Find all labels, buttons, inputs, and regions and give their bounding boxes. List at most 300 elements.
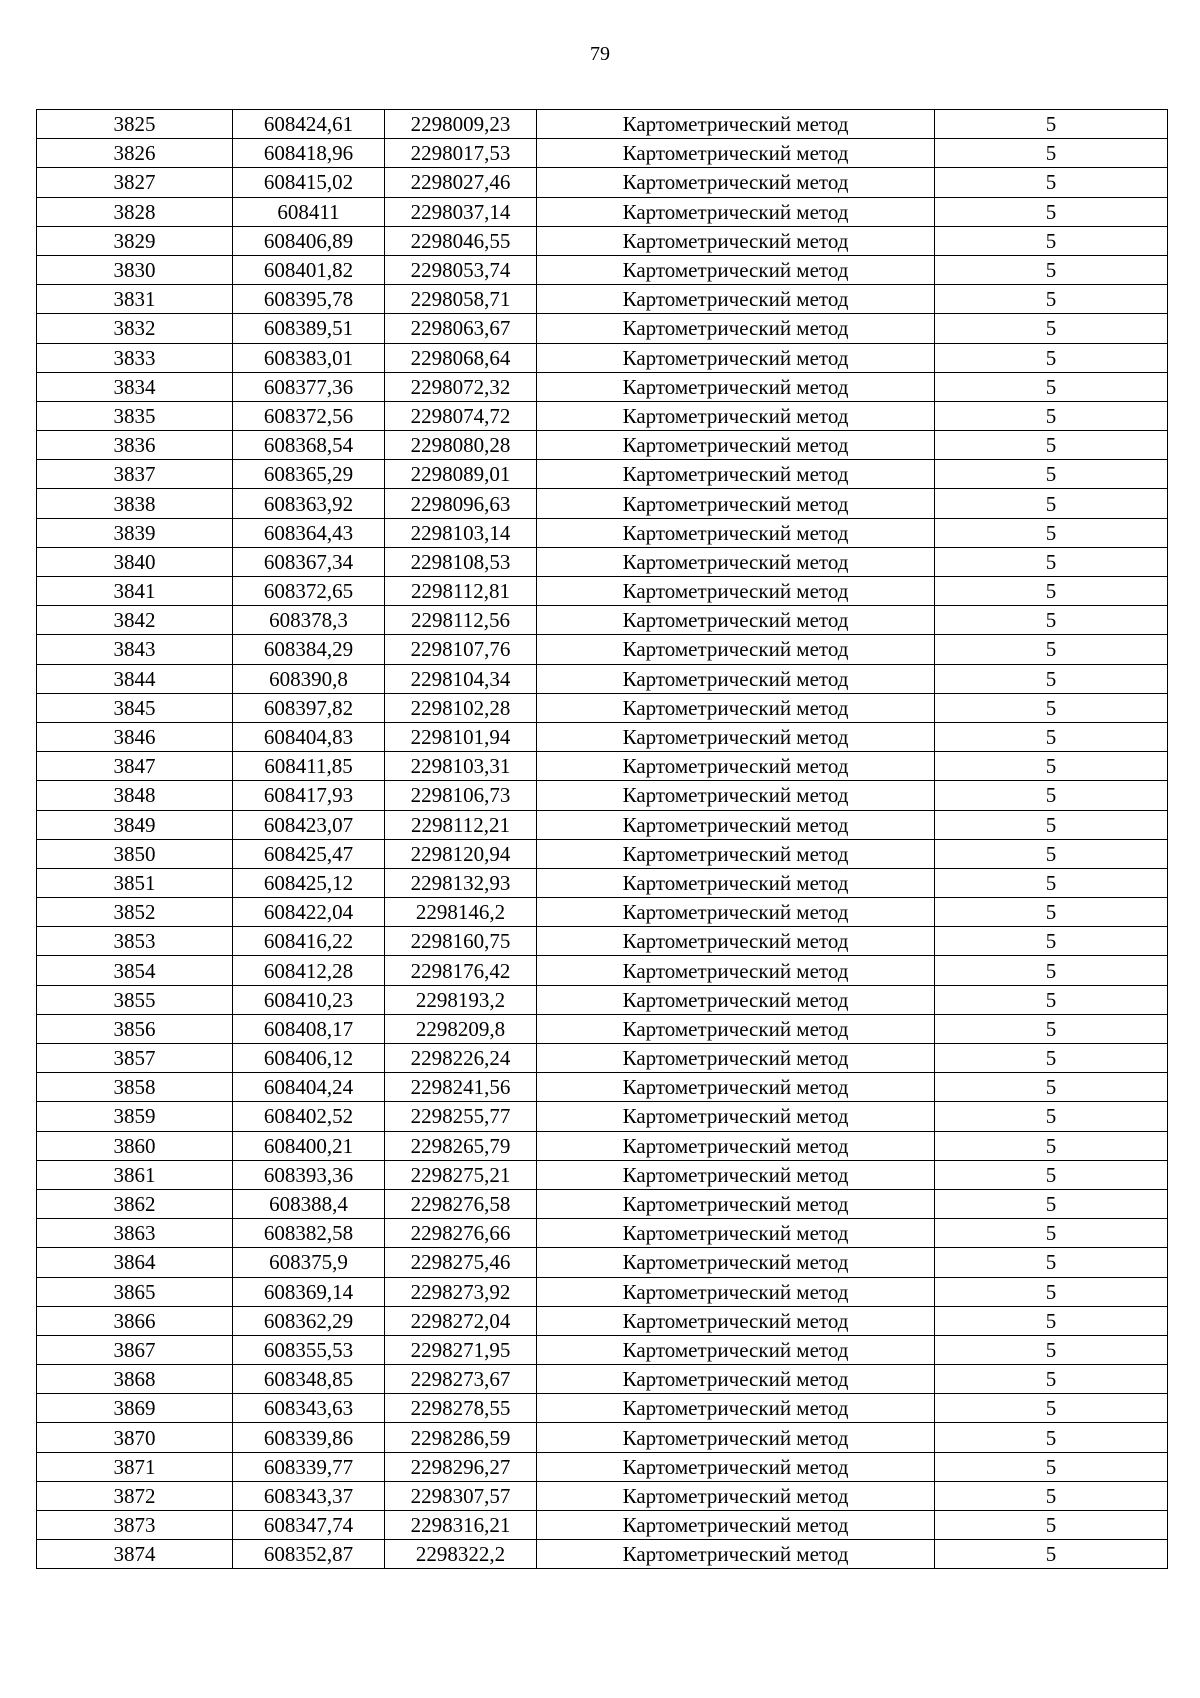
x-coordinate-cell: 608365,29 — [233, 460, 385, 489]
method-cell: Картометрический метод — [537, 1394, 935, 1423]
method-cell: Картометрический метод — [537, 839, 935, 868]
y-coordinate-cell: 2298068,64 — [385, 343, 537, 372]
table-row — [37, 577, 1168, 606]
table-row — [37, 460, 1168, 489]
accuracy-cell: 5 — [935, 372, 1168, 401]
point-number-cell: 3829 — [37, 226, 233, 255]
coordinates-table — [36, 109, 1168, 1569]
page-number: 79 — [590, 43, 610, 65]
accuracy-cell: 5 — [935, 226, 1168, 255]
point-number-cell: 3869 — [37, 1394, 233, 1423]
y-coordinate-cell: 2298265,79 — [385, 1131, 537, 1160]
table-row — [37, 1219, 1168, 1248]
accuracy-cell: 5 — [935, 547, 1168, 576]
table-row — [37, 606, 1168, 635]
x-coordinate-cell: 608425,12 — [233, 868, 385, 897]
point-number-cell: 3866 — [37, 1306, 233, 1335]
table-row — [37, 1044, 1168, 1073]
method-cell: Картометрический метод — [537, 752, 935, 781]
y-coordinate-cell: 2298101,94 — [385, 722, 537, 751]
accuracy-cell: 5 — [935, 489, 1168, 518]
accuracy-cell: 5 — [935, 1365, 1168, 1394]
table-row — [37, 927, 1168, 956]
point-number-cell: 3864 — [37, 1248, 233, 1277]
accuracy-cell: 5 — [935, 1511, 1168, 1540]
x-coordinate-cell: 608375,9 — [233, 1248, 385, 1277]
y-coordinate-cell: 2298132,93 — [385, 868, 537, 897]
x-coordinate-cell: 608401,82 — [233, 255, 385, 284]
accuracy-cell: 5 — [935, 693, 1168, 722]
y-coordinate-cell: 2298271,95 — [385, 1335, 537, 1364]
accuracy-cell: 5 — [935, 431, 1168, 460]
x-coordinate-cell: 608423,07 — [233, 810, 385, 839]
point-number-cell: 3842 — [37, 606, 233, 635]
method-cell: Картометрический метод — [537, 1511, 935, 1540]
x-coordinate-cell: 608416,22 — [233, 927, 385, 956]
table-row — [37, 752, 1168, 781]
x-coordinate-cell: 608372,65 — [233, 577, 385, 606]
method-cell: Картометрический метод — [537, 255, 935, 284]
table-row — [37, 285, 1168, 314]
method-cell: Картометрический метод — [537, 606, 935, 635]
table-row — [37, 1306, 1168, 1335]
accuracy-cell: 5 — [935, 314, 1168, 343]
point-number-cell: 3839 — [37, 518, 233, 547]
point-number-cell: 3872 — [37, 1481, 233, 1510]
method-cell: Картометрический метод — [537, 781, 935, 810]
method-cell: Картометрический метод — [537, 1248, 935, 1277]
accuracy-cell: 5 — [935, 664, 1168, 693]
y-coordinate-cell: 2298273,92 — [385, 1277, 537, 1306]
table-row — [37, 1394, 1168, 1423]
method-cell: Картометрический метод — [537, 460, 935, 489]
point-number-cell: 3861 — [37, 1160, 233, 1189]
accuracy-cell: 5 — [935, 781, 1168, 810]
table-row — [37, 547, 1168, 576]
x-coordinate-cell: 608390,8 — [233, 664, 385, 693]
accuracy-cell: 5 — [935, 1277, 1168, 1306]
y-coordinate-cell: 2298112,81 — [385, 577, 537, 606]
x-coordinate-cell: 608383,01 — [233, 343, 385, 372]
y-coordinate-cell: 2298146,2 — [385, 898, 537, 927]
table-row — [37, 839, 1168, 868]
x-coordinate-cell: 608388,4 — [233, 1189, 385, 1218]
point-number-cell: 3847 — [37, 752, 233, 781]
table-row — [37, 781, 1168, 810]
method-cell: Картометрический метод — [537, 693, 935, 722]
method-cell: Картометрический метод — [537, 810, 935, 839]
x-coordinate-cell: 608404,24 — [233, 1073, 385, 1102]
x-coordinate-cell: 608395,78 — [233, 285, 385, 314]
y-coordinate-cell: 2298276,66 — [385, 1219, 537, 1248]
method-cell: Картометрический метод — [537, 635, 935, 664]
x-coordinate-cell: 608343,63 — [233, 1394, 385, 1423]
x-coordinate-cell: 608397,82 — [233, 693, 385, 722]
x-coordinate-cell: 608411,85 — [233, 752, 385, 781]
accuracy-cell: 5 — [935, 139, 1168, 168]
accuracy-cell: 5 — [935, 956, 1168, 985]
y-coordinate-cell: 2298107,76 — [385, 635, 537, 664]
method-cell: Картометрический метод — [537, 722, 935, 751]
y-coordinate-cell: 2298046,55 — [385, 226, 537, 255]
accuracy-cell: 5 — [935, 518, 1168, 547]
method-cell: Картометрический метод — [537, 1452, 935, 1481]
point-number-cell: 3871 — [37, 1452, 233, 1481]
point-number-cell: 3857 — [37, 1044, 233, 1073]
point-number-cell: 3859 — [37, 1102, 233, 1131]
y-coordinate-cell: 2298009,23 — [385, 110, 537, 139]
point-number-cell: 3850 — [37, 839, 233, 868]
table-row — [37, 1511, 1168, 1540]
table-row — [37, 1189, 1168, 1218]
x-coordinate-cell: 608418,96 — [233, 139, 385, 168]
x-coordinate-cell: 608368,54 — [233, 431, 385, 460]
accuracy-cell: 5 — [935, 868, 1168, 897]
point-number-cell: 3870 — [37, 1423, 233, 1452]
table-row — [37, 343, 1168, 372]
x-coordinate-cell: 608377,36 — [233, 372, 385, 401]
table-row — [37, 1073, 1168, 1102]
table-row — [37, 518, 1168, 547]
point-number-cell: 3860 — [37, 1131, 233, 1160]
method-cell: Картометрический метод — [537, 226, 935, 255]
y-coordinate-cell: 2298322,2 — [385, 1540, 537, 1569]
accuracy-cell: 5 — [935, 1073, 1168, 1102]
x-coordinate-cell: 608362,29 — [233, 1306, 385, 1335]
x-coordinate-cell: 608339,86 — [233, 1423, 385, 1452]
x-coordinate-cell: 608372,56 — [233, 401, 385, 430]
x-coordinate-cell: 608406,12 — [233, 1044, 385, 1073]
accuracy-cell: 5 — [935, 1160, 1168, 1189]
point-number-cell: 3825 — [37, 110, 233, 139]
method-cell: Картометрический метод — [537, 1540, 935, 1569]
x-coordinate-cell: 608415,02 — [233, 168, 385, 197]
point-number-cell: 3853 — [37, 927, 233, 956]
table-row — [37, 810, 1168, 839]
accuracy-cell: 5 — [935, 1131, 1168, 1160]
table-row — [37, 693, 1168, 722]
accuracy-cell: 5 — [935, 1219, 1168, 1248]
x-coordinate-cell: 608400,21 — [233, 1131, 385, 1160]
method-cell: Картометрический метод — [537, 110, 935, 139]
x-coordinate-cell: 608425,47 — [233, 839, 385, 868]
accuracy-cell: 5 — [935, 1306, 1168, 1335]
method-cell: Картометрический метод — [537, 1365, 935, 1394]
x-coordinate-cell: 608378,3 — [233, 606, 385, 635]
x-coordinate-cell: 608412,28 — [233, 956, 385, 985]
method-cell: Картометрический метод — [537, 1277, 935, 1306]
accuracy-cell: 5 — [935, 1102, 1168, 1131]
accuracy-cell: 5 — [935, 577, 1168, 606]
coordinates-table-body — [37, 110, 1168, 1569]
y-coordinate-cell: 2298286,59 — [385, 1423, 537, 1452]
accuracy-cell: 5 — [935, 343, 1168, 372]
table-row — [37, 1452, 1168, 1481]
accuracy-cell: 5 — [935, 255, 1168, 284]
point-number-cell: 3855 — [37, 985, 233, 1014]
method-cell: Картометрический метод — [537, 956, 935, 985]
y-coordinate-cell: 2298316,21 — [385, 1511, 537, 1540]
y-coordinate-cell: 2298241,56 — [385, 1073, 537, 1102]
point-number-cell: 3841 — [37, 577, 233, 606]
x-coordinate-cell: 608384,29 — [233, 635, 385, 664]
point-number-cell: 3827 — [37, 168, 233, 197]
point-number-cell: 3832 — [37, 314, 233, 343]
accuracy-cell: 5 — [935, 460, 1168, 489]
table-row — [37, 635, 1168, 664]
accuracy-cell: 5 — [935, 1014, 1168, 1043]
method-cell: Картометрический метод — [537, 343, 935, 372]
accuracy-cell: 5 — [935, 927, 1168, 956]
accuracy-cell: 5 — [935, 985, 1168, 1014]
y-coordinate-cell: 2298296,27 — [385, 1452, 537, 1481]
point-number-cell: 3851 — [37, 868, 233, 897]
table-row — [37, 1248, 1168, 1277]
x-coordinate-cell: 608352,87 — [233, 1540, 385, 1569]
y-coordinate-cell: 2298027,46 — [385, 168, 537, 197]
table-row — [37, 197, 1168, 226]
method-cell: Картометрический метод — [537, 285, 935, 314]
table-row — [37, 1481, 1168, 1510]
method-cell: Картометрический метод — [537, 168, 935, 197]
point-number-cell: 3858 — [37, 1073, 233, 1102]
x-coordinate-cell: 608408,17 — [233, 1014, 385, 1043]
y-coordinate-cell: 2298112,56 — [385, 606, 537, 635]
accuracy-cell: 5 — [935, 898, 1168, 927]
point-number-cell: 3836 — [37, 431, 233, 460]
x-coordinate-cell: 608369,14 — [233, 1277, 385, 1306]
accuracy-cell: 5 — [935, 722, 1168, 751]
y-coordinate-cell: 2298209,8 — [385, 1014, 537, 1043]
method-cell: Картометрический метод — [537, 489, 935, 518]
method-cell: Картометрический метод — [537, 868, 935, 897]
x-coordinate-cell: 608339,77 — [233, 1452, 385, 1481]
x-coordinate-cell: 608355,53 — [233, 1335, 385, 1364]
method-cell: Картометрический метод — [537, 1044, 935, 1073]
method-cell: Картометрический метод — [537, 898, 935, 927]
method-cell: Картометрический метод — [537, 985, 935, 1014]
accuracy-cell: 5 — [935, 1044, 1168, 1073]
point-number-cell: 3846 — [37, 722, 233, 751]
method-cell: Картометрический метод — [537, 664, 935, 693]
point-number-cell: 3856 — [37, 1014, 233, 1043]
point-number-cell: 3828 — [37, 197, 233, 226]
accuracy-cell: 5 — [935, 1189, 1168, 1218]
y-coordinate-cell: 2298096,63 — [385, 489, 537, 518]
table-row — [37, 722, 1168, 751]
x-coordinate-cell: 608343,37 — [233, 1481, 385, 1510]
method-cell: Картометрический метод — [537, 1219, 935, 1248]
point-number-cell: 3843 — [37, 635, 233, 664]
table-row — [37, 431, 1168, 460]
y-coordinate-cell: 2298275,21 — [385, 1160, 537, 1189]
point-number-cell: 3834 — [37, 372, 233, 401]
x-coordinate-cell: 608382,58 — [233, 1219, 385, 1248]
x-coordinate-cell: 608402,52 — [233, 1102, 385, 1131]
point-number-cell: 3835 — [37, 401, 233, 430]
point-number-cell: 3874 — [37, 1540, 233, 1569]
table-row — [37, 1102, 1168, 1131]
x-coordinate-cell: 608422,04 — [233, 898, 385, 927]
point-number-cell: 3844 — [37, 664, 233, 693]
accuracy-cell: 5 — [935, 1335, 1168, 1364]
table-row — [37, 1131, 1168, 1160]
method-cell: Картометрический метод — [537, 1131, 935, 1160]
point-number-cell: 3845 — [37, 693, 233, 722]
x-coordinate-cell: 608347,74 — [233, 1511, 385, 1540]
point-number-cell: 3862 — [37, 1189, 233, 1218]
point-number-cell: 3831 — [37, 285, 233, 314]
accuracy-cell: 5 — [935, 810, 1168, 839]
y-coordinate-cell: 2298307,57 — [385, 1481, 537, 1510]
x-coordinate-cell: 608406,89 — [233, 226, 385, 255]
table-row — [37, 226, 1168, 255]
method-cell: Картометрический метод — [537, 577, 935, 606]
accuracy-cell: 5 — [935, 401, 1168, 430]
point-number-cell: 3826 — [37, 139, 233, 168]
point-number-cell: 3863 — [37, 1219, 233, 1248]
point-number-cell: 3852 — [37, 898, 233, 927]
accuracy-cell: 5 — [935, 197, 1168, 226]
method-cell: Картометрический метод — [537, 518, 935, 547]
method-cell: Картометрический метод — [537, 1073, 935, 1102]
y-coordinate-cell: 2298072,32 — [385, 372, 537, 401]
method-cell: Картометрический метод — [537, 1335, 935, 1364]
x-coordinate-cell: 608389,51 — [233, 314, 385, 343]
table-row — [37, 898, 1168, 927]
method-cell: Картометрический метод — [537, 401, 935, 430]
method-cell: Картометрический метод — [537, 1102, 935, 1131]
y-coordinate-cell: 2298053,74 — [385, 255, 537, 284]
table-row — [37, 1277, 1168, 1306]
table-row — [37, 868, 1168, 897]
method-cell: Картометрический метод — [537, 372, 935, 401]
x-coordinate-cell: 608363,92 — [233, 489, 385, 518]
method-cell: Картометрический метод — [537, 1481, 935, 1510]
x-coordinate-cell: 608393,36 — [233, 1160, 385, 1189]
method-cell: Картометрический метод — [537, 1189, 935, 1218]
table-row — [37, 1365, 1168, 1394]
point-number-cell: 3865 — [37, 1277, 233, 1306]
point-number-cell: 3838 — [37, 489, 233, 518]
accuracy-cell: 5 — [935, 110, 1168, 139]
accuracy-cell: 5 — [935, 1452, 1168, 1481]
y-coordinate-cell: 2298037,14 — [385, 197, 537, 226]
y-coordinate-cell: 2298120,94 — [385, 839, 537, 868]
method-cell: Картометрический метод — [537, 1306, 935, 1335]
y-coordinate-cell: 2298276,58 — [385, 1189, 537, 1218]
table-row — [37, 1335, 1168, 1364]
y-coordinate-cell: 2298275,46 — [385, 1248, 537, 1277]
accuracy-cell: 5 — [935, 839, 1168, 868]
x-coordinate-cell: 608367,34 — [233, 547, 385, 576]
x-coordinate-cell: 608364,43 — [233, 518, 385, 547]
table-row — [37, 1423, 1168, 1452]
point-number-cell: 3854 — [37, 956, 233, 985]
point-number-cell: 3867 — [37, 1335, 233, 1364]
accuracy-cell: 5 — [935, 606, 1168, 635]
y-coordinate-cell: 2298255,77 — [385, 1102, 537, 1131]
y-coordinate-cell: 2298089,01 — [385, 460, 537, 489]
y-coordinate-cell: 2298278,55 — [385, 1394, 537, 1423]
y-coordinate-cell: 2298160,75 — [385, 927, 537, 956]
accuracy-cell: 5 — [935, 1394, 1168, 1423]
table-row — [37, 1540, 1168, 1569]
table-row — [37, 168, 1168, 197]
y-coordinate-cell: 2298106,73 — [385, 781, 537, 810]
y-coordinate-cell: 2298112,21 — [385, 810, 537, 839]
method-cell: Картометрический метод — [537, 547, 935, 576]
accuracy-cell: 5 — [935, 635, 1168, 664]
x-coordinate-cell: 608404,83 — [233, 722, 385, 751]
method-cell: Картометрический метод — [537, 927, 935, 956]
y-coordinate-cell: 2298108,53 — [385, 547, 537, 576]
method-cell: Картометрический метод — [537, 1160, 935, 1189]
x-coordinate-cell: 608410,23 — [233, 985, 385, 1014]
point-number-cell: 3848 — [37, 781, 233, 810]
table-row — [37, 1014, 1168, 1043]
point-number-cell: 3873 — [37, 1511, 233, 1540]
table-row — [37, 1160, 1168, 1189]
y-coordinate-cell: 2298063,67 — [385, 314, 537, 343]
y-coordinate-cell: 2298226,24 — [385, 1044, 537, 1073]
point-number-cell: 3868 — [37, 1365, 233, 1394]
table-row — [37, 255, 1168, 284]
table-row — [37, 314, 1168, 343]
accuracy-cell: 5 — [935, 1540, 1168, 1569]
accuracy-cell: 5 — [935, 1248, 1168, 1277]
point-number-cell: 3837 — [37, 460, 233, 489]
y-coordinate-cell: 2298102,28 — [385, 693, 537, 722]
x-coordinate-cell: 608424,61 — [233, 110, 385, 139]
table-row — [37, 489, 1168, 518]
y-coordinate-cell: 2298017,53 — [385, 139, 537, 168]
table-row — [37, 401, 1168, 430]
y-coordinate-cell: 2298103,14 — [385, 518, 537, 547]
table-row — [37, 139, 1168, 168]
y-coordinate-cell: 2298080,28 — [385, 431, 537, 460]
x-coordinate-cell: 608348,85 — [233, 1365, 385, 1394]
y-coordinate-cell: 2298273,67 — [385, 1365, 537, 1394]
accuracy-cell: 5 — [935, 1481, 1168, 1510]
accuracy-cell: 5 — [935, 285, 1168, 314]
table-row — [37, 664, 1168, 693]
table-row — [37, 985, 1168, 1014]
method-cell: Картометрический метод — [537, 314, 935, 343]
point-number-cell: 3849 — [37, 810, 233, 839]
accuracy-cell: 5 — [935, 1423, 1168, 1452]
method-cell: Картометрический метод — [537, 139, 935, 168]
point-number-cell: 3830 — [37, 255, 233, 284]
y-coordinate-cell: 2298103,31 — [385, 752, 537, 781]
y-coordinate-cell: 2298104,34 — [385, 664, 537, 693]
accuracy-cell: 5 — [935, 752, 1168, 781]
method-cell: Картометрический метод — [537, 431, 935, 460]
method-cell: Картометрический метод — [537, 1014, 935, 1043]
x-coordinate-cell: 608411 — [233, 197, 385, 226]
table-row — [37, 956, 1168, 985]
method-cell: Картометрический метод — [537, 1423, 935, 1452]
y-coordinate-cell: 2298176,42 — [385, 956, 537, 985]
method-cell: Картометрический метод — [537, 197, 935, 226]
y-coordinate-cell: 2298074,72 — [385, 401, 537, 430]
y-coordinate-cell: 2298272,04 — [385, 1306, 537, 1335]
y-coordinate-cell: 2298058,71 — [385, 285, 537, 314]
table-row — [37, 372, 1168, 401]
table-row — [37, 110, 1168, 139]
y-coordinate-cell: 2298193,2 — [385, 985, 537, 1014]
point-number-cell: 3833 — [37, 343, 233, 372]
